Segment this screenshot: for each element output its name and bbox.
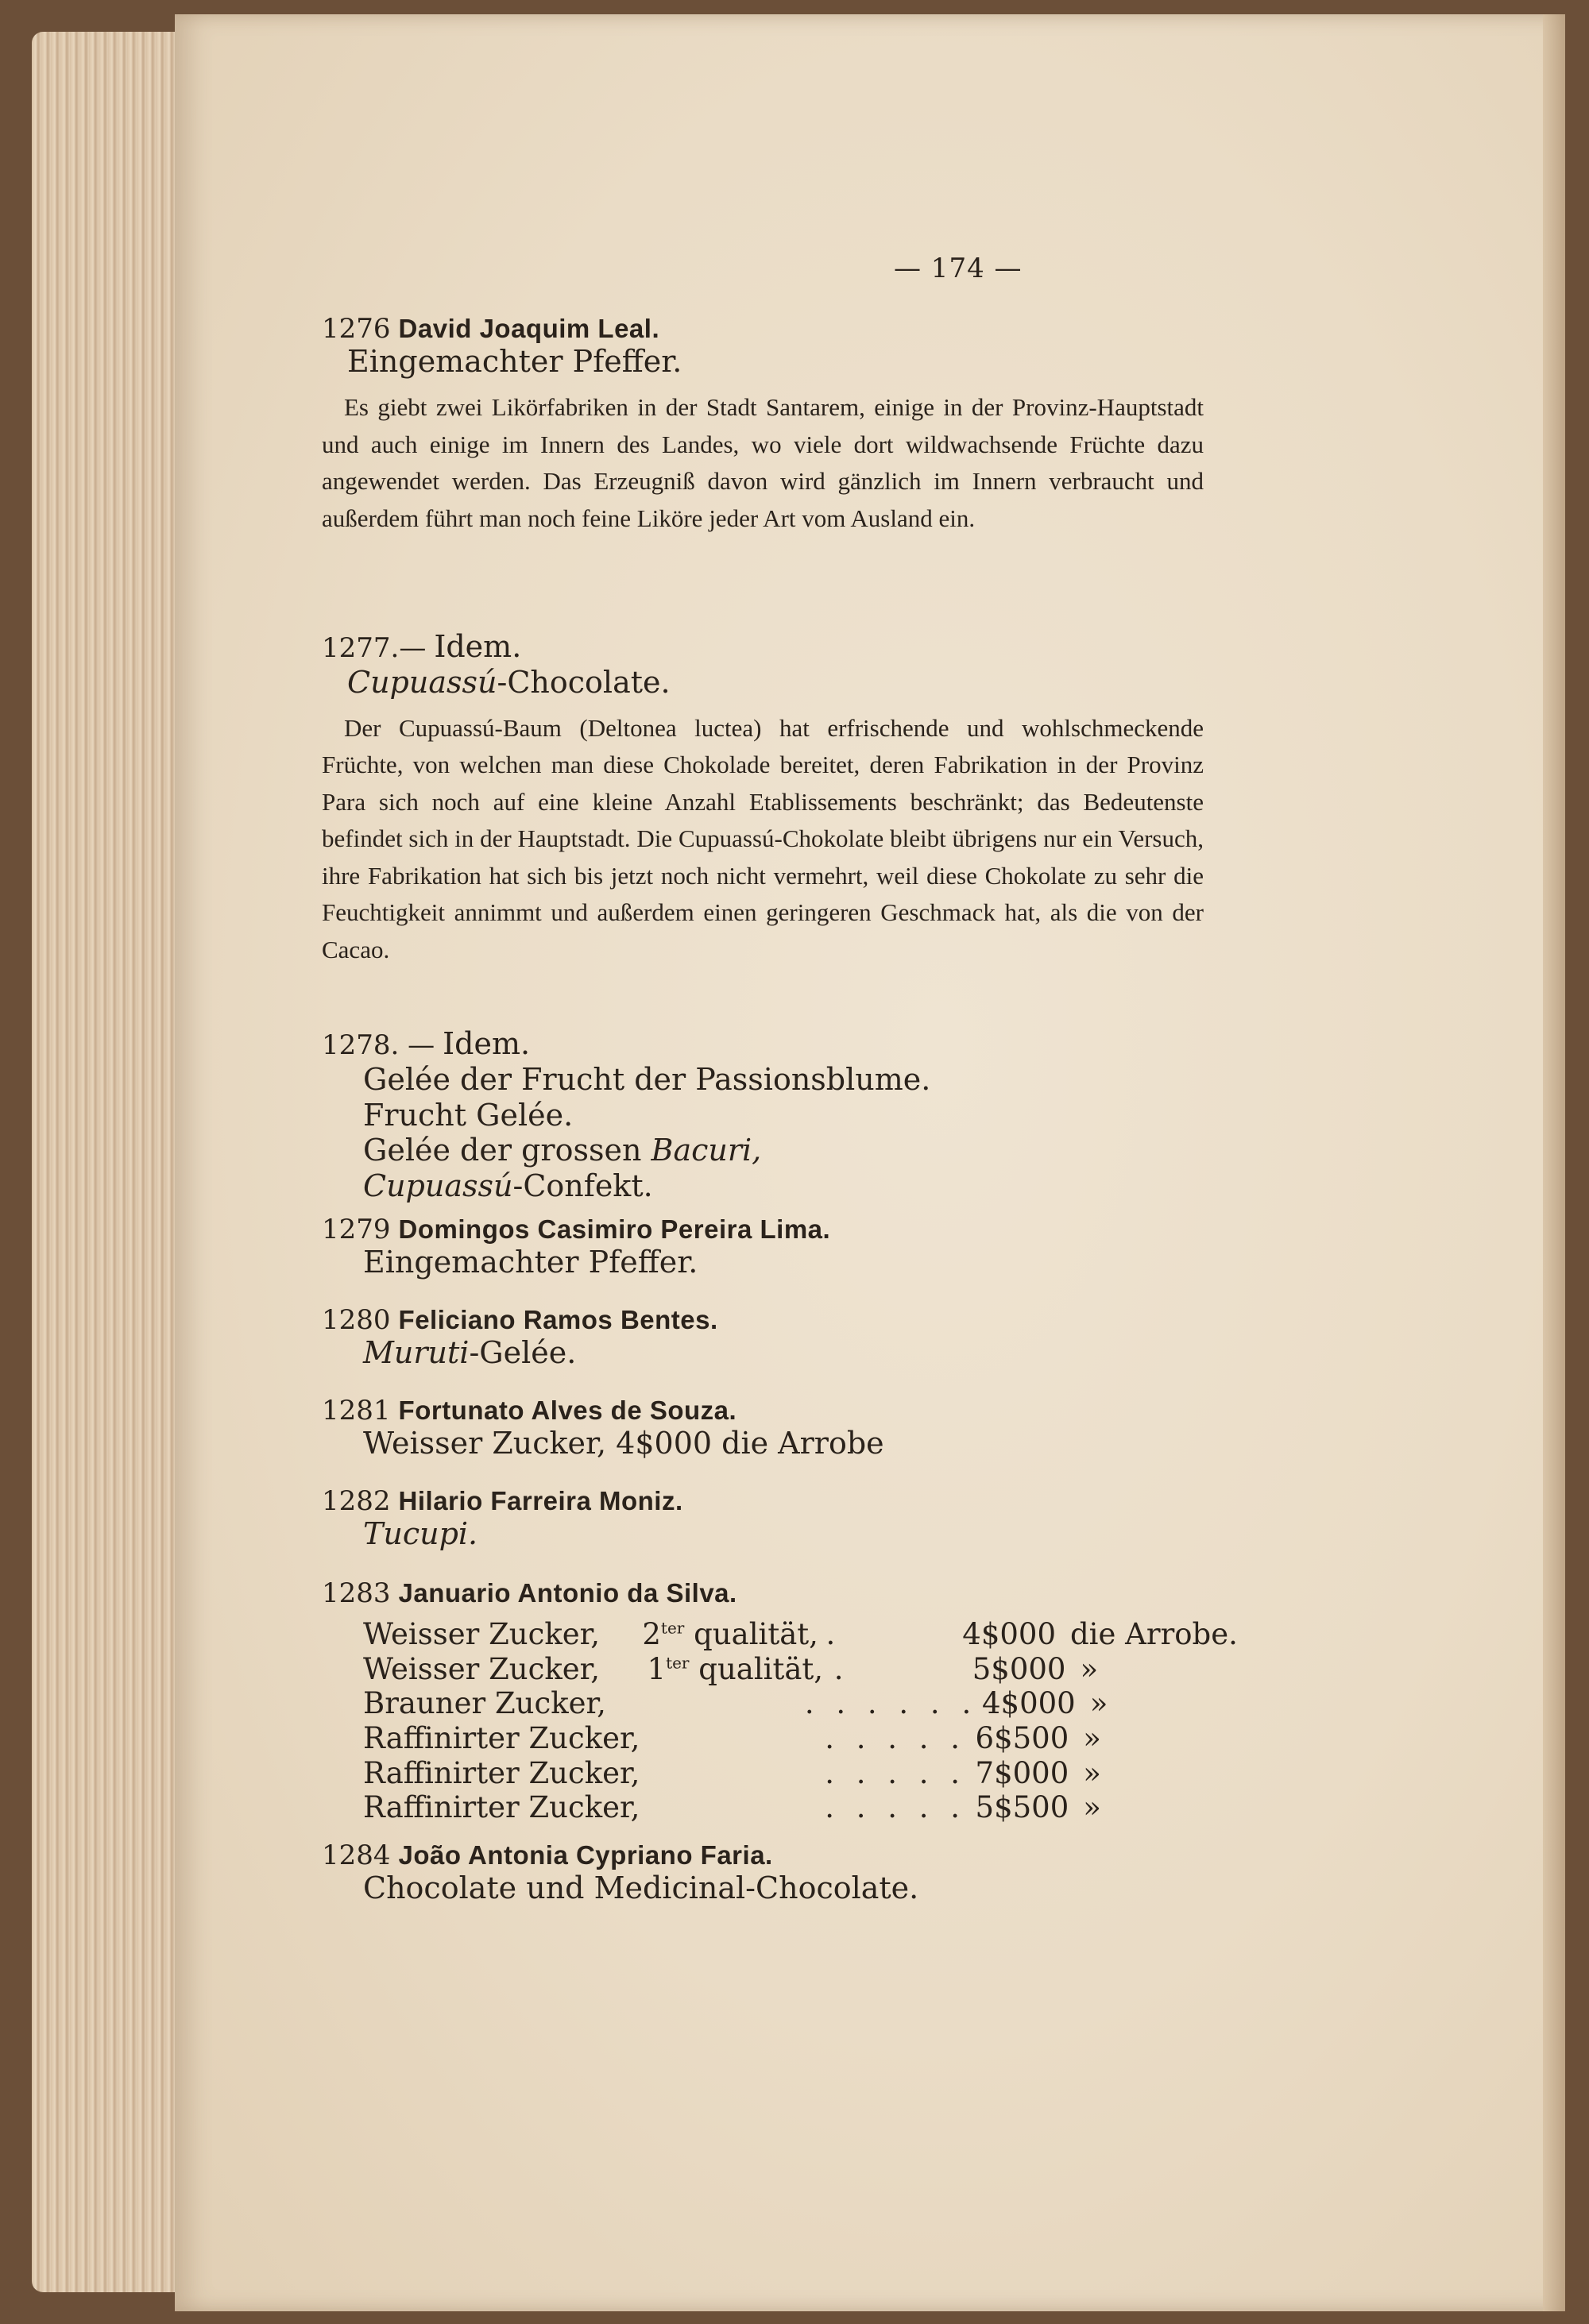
price-amount: 4$000 [982, 1686, 1076, 1721]
entry-product: Weisser Zucker, 4$000 die Arrobe [363, 1426, 884, 1461]
entry-product [363, 1335, 1394, 1371]
entry-name: Januario Antonio da Silva. [398, 1578, 737, 1608]
entry-heading [322, 1396, 1394, 1426]
leader-dots: . . . . . [825, 1790, 967, 1825]
entry-1278 [322, 1026, 1394, 1204]
entry-number: 1276 [322, 313, 391, 345]
entry-product [347, 665, 1394, 701]
entry-heading [322, 1215, 1394, 1245]
price-amount: 7$000 [975, 1755, 1069, 1790]
product-italic-name: Cupuassú [363, 1168, 513, 1204]
price-table [363, 1617, 1237, 1825]
price-row [363, 1756, 1237, 1791]
product-line [363, 1133, 1394, 1168]
entry-number: 1278. — [322, 1029, 435, 1061]
entry-1280 [322, 1306, 1394, 1371]
price-amount: 5$000 [972, 1651, 1066, 1686]
entry-product: Eingemachter Pfeffer. [347, 344, 682, 380]
description-text: Es giebt zwei Likörfabriken in der Stadt Santarem, einige in der Provinz-Hauptstadt und auch einige im Innern des Landes, wo viele dort wildwachsende Früchte dazu angewendet werden. Das Erzeugniß davon wird gänzlich im Innern verbraucht und außerdem führt man noch feine Liköre jeder Art vom Ausland ein. [322, 393, 1204, 532]
entry-number: 1280 [322, 1304, 391, 1336]
entry-1279 [322, 1215, 1394, 1280]
price-row [363, 1652, 1237, 1687]
entry-1283 [322, 1577, 1394, 1825]
entry-heading [322, 1487, 1394, 1516]
entry-heading [322, 1579, 1394, 1608]
price-row [363, 1617, 1237, 1652]
entry-name: João Antonia Cypriano Faria. [398, 1840, 773, 1870]
quality-number: 2 [642, 1617, 661, 1651]
leader-dots: . [825, 1617, 842, 1651]
price-row [363, 1686, 1237, 1721]
leader-dots: . . . . . [825, 1755, 967, 1790]
entry-heading [322, 629, 1394, 665]
product-line: Gelée der Frucht der Passionsblume. [363, 1061, 931, 1097]
price-item: Weisser Zucker, [363, 1617, 601, 1651]
page-right-edge [1543, 14, 1565, 2311]
entry-number: 1281 [322, 1395, 391, 1426]
entry-product: Tucupi. [363, 1516, 478, 1552]
price-item: Weisser Zucker, [363, 1651, 601, 1686]
product-italic-name: Bacuri, [651, 1133, 762, 1168]
entry-heading [322, 315, 1394, 344]
entry-name: Idem. [434, 629, 522, 664]
entry-name: Domingos Casimiro Pereira Lima. [398, 1214, 831, 1244]
product-italic-name: Muruti [363, 1335, 470, 1371]
product-name-suffix: -Confekt. [512, 1168, 653, 1204]
price-unit: » [1089, 1686, 1108, 1721]
price-item: Raffinirter Zucker, [363, 1720, 640, 1755]
price-item: Brauner Zucker, [363, 1686, 606, 1721]
price-unit: » [1083, 1755, 1101, 1790]
entry-1284 [322, 1841, 1394, 1906]
entry-description [322, 710, 1204, 969]
price-row [363, 1721, 1237, 1756]
price-amount: 4$000 [962, 1617, 1056, 1651]
quality-label: qualität, [689, 1651, 824, 1686]
entry-name: Fortunato Alves de Souza. [398, 1396, 737, 1425]
product-line [363, 1168, 1394, 1204]
entry-number: 1282 [322, 1485, 391, 1517]
entry-description [322, 389, 1204, 537]
price-unit: » [1083, 1720, 1101, 1755]
quality-number: 1 [647, 1651, 667, 1686]
entry-heading [322, 1026, 1394, 1062]
price-unit: » [1080, 1651, 1099, 1686]
product-line: Frucht Gelée. [363, 1097, 574, 1133]
entry-1276 [322, 315, 1394, 537]
page-number: — 174 — [894, 253, 1023, 284]
price-unit: » [1083, 1790, 1101, 1825]
entry-number: 1284 [322, 1840, 391, 1871]
price-unit: die Arrobe. [1070, 1617, 1238, 1651]
leader-dots: . . . . . . [804, 1686, 978, 1721]
price-row [363, 1790, 1237, 1825]
quality-ordinal: ter [660, 1618, 685, 1638]
entry-heading [322, 1306, 1394, 1335]
product-name-suffix: -Gelée. [469, 1335, 577, 1371]
entry-number: 1283 [322, 1577, 391, 1609]
price-amount: 6$500 [975, 1720, 1069, 1755]
entry-name: Hilario Farreira Moniz. [398, 1486, 683, 1515]
description-text: Der Cupuassú-Baum (Deltonea luctea) hat erfrischende und wohlschmeckende Früchte, von welchen man diese Chokolade bereitet, deren Fabrikation in der Provinz Para sich noch auf eine kleine Anzahl Etablissements beschränkt; das Bedeutenste befindet sich in der Hauptstadt. Die Cupuassú-Chokolate bleibt übrigens nur ein Versuch, ihre Fabrikation hat sich bis jetzt noch nicht vermehrt, weil diese Chokolate zu sehr die Feuchtigkeit annimmt und außerdem einen geringeren Geschmack hat, als die von der Cacao. [322, 713, 1204, 963]
entry-1282 [322, 1487, 1394, 1552]
entry-product: Chocolate und Medicinal-Chocolate. [363, 1870, 919, 1906]
entry-name: Idem. [443, 1026, 531, 1061]
entry-number: 1279 [322, 1214, 391, 1245]
entry-number: 1277.— [322, 632, 427, 664]
price-item: Raffinirter Zucker, [363, 1790, 640, 1825]
entry-1281 [322, 1396, 1394, 1461]
price-item: Raffinirter Zucker, [363, 1755, 640, 1790]
quality-label: qualität, [684, 1617, 818, 1651]
price-amount: 5$500 [975, 1790, 1069, 1825]
entry-product: Eingemachter Pfeffer. [363, 1245, 698, 1280]
book-page-edge [32, 32, 191, 2292]
product-italic-name: Cupuassú [347, 664, 497, 700]
entry-1277 [322, 629, 1394, 968]
entry-name: Feliciano Ramos Bentes. [398, 1305, 718, 1334]
entry-name: David Joaquim Leal. [398, 314, 660, 343]
price-quality [648, 1652, 834, 1687]
product-prefix: Gelée der grossen [363, 1133, 651, 1168]
leader-dots: . . . . . [825, 1720, 967, 1755]
leader-dots: . [833, 1651, 850, 1686]
price-quality [642, 1617, 825, 1652]
product-name-suffix: -Chocolate. [497, 664, 671, 700]
quality-ordinal: ter [666, 1653, 690, 1673]
entry-heading [322, 1841, 1394, 1870]
